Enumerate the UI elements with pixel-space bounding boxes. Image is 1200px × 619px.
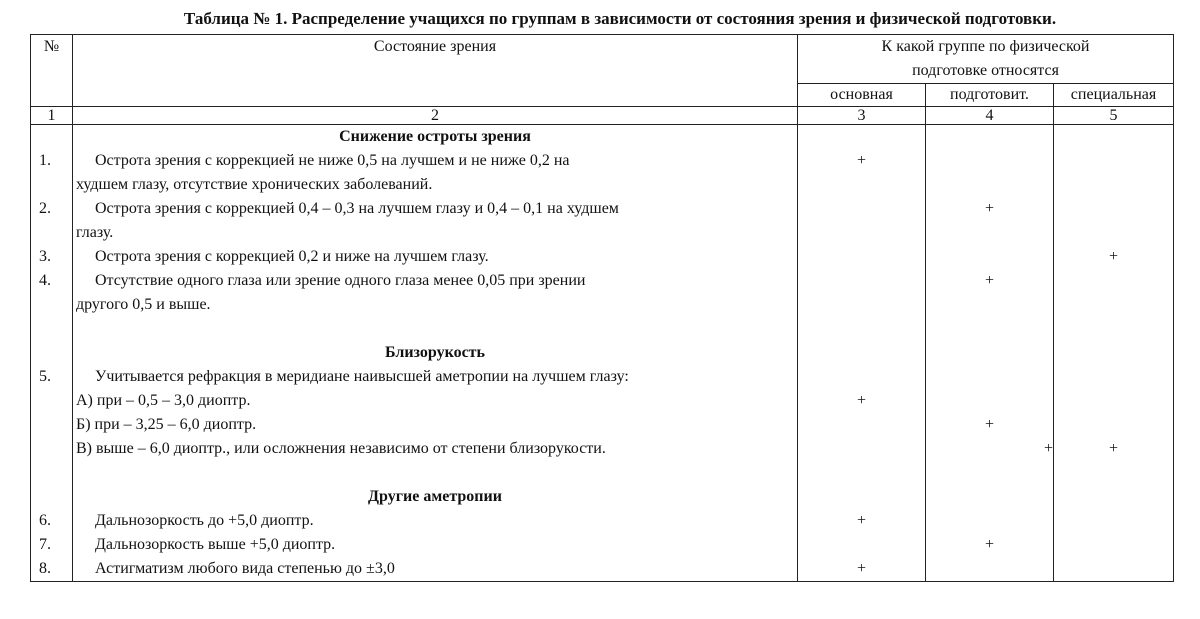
plus-mark: +: [984, 416, 995, 433]
row-num: 5.: [39, 368, 51, 385]
plus-mark: +: [984, 536, 995, 553]
vision-groups-table: [30, 34, 1174, 582]
section-heading: Другие аметропии: [368, 488, 502, 505]
table-body: [31, 125, 1174, 582]
row-text: Острота зрения с коррекцией 0,2 и ниже на лучшем глазу.: [95, 248, 489, 265]
plus-mark: +: [856, 512, 867, 529]
row-num: 8.: [39, 560, 51, 577]
column-numbers-row: [31, 107, 1174, 125]
row-num: 6.: [39, 512, 51, 529]
plus-mark: +: [984, 272, 995, 289]
table-title: Таблица № 1. Распределение учащихся по группам в зависимости от состояния зрения и физической подготовки.: [183, 9, 1057, 28]
colnum-3: 3: [798, 107, 926, 125]
header-group: [798, 35, 1174, 84]
prep-column: [926, 125, 1054, 582]
plus-mark: +: [856, 152, 867, 169]
row-num: 2.: [39, 200, 51, 217]
colnum-4: 4: [926, 107, 1054, 125]
colnum-5: 5: [1054, 107, 1174, 125]
section-heading: Снижение остроты зрения: [339, 128, 531, 145]
plus-mark: +: [1109, 440, 1119, 457]
header-condition: Состояние зрения: [73, 35, 798, 107]
special-column: [1044, 125, 1174, 582]
plus-mark: +: [1044, 440, 1054, 457]
row-text: Дальнозоркость до +5,0 диоптр.: [95, 512, 314, 529]
row-num: 7.: [39, 536, 51, 553]
row-text: худшем глазу, отсутствие хронических заболеваний.: [76, 176, 433, 193]
row-text: Б) при – 3,25 – 6,0 диоптр.: [76, 416, 257, 433]
colnum-1: 1: [31, 107, 73, 125]
header-group-line2: подготовке относятся: [912, 62, 1059, 79]
header-row: [31, 35, 1174, 84]
header-col-basic: основная: [798, 84, 926, 107]
plus-mark: +: [984, 200, 995, 217]
plus-mark: +: [856, 392, 867, 409]
header-group-line1: К какой группе по физической: [881, 38, 1090, 55]
row-text: глазу.: [76, 224, 114, 241]
row-text: Острота зрения с коррекцией не ниже 0,5 на лучшем и не ниже 0,2 на: [95, 152, 570, 169]
row-text: Астигматизм любого вида степенью до ±3,0: [95, 560, 395, 577]
header-num: №: [31, 35, 73, 107]
basic-column: [798, 125, 926, 582]
row-text: В) выше – 6,0 диоптр., или осложнения независимо от степени близорукости.: [76, 440, 606, 457]
num-column: [31, 125, 73, 582]
row-text: Острота зрения с коррекцией 0,4 – 0,3 на лучшем глазу и 0,4 – 0,1 на худшем: [95, 200, 619, 217]
colnum-2: 2: [73, 107, 798, 125]
header-col-special: специальная: [1054, 84, 1174, 107]
row-num: 1.: [39, 152, 51, 169]
section-heading: Близорукость: [384, 344, 485, 361]
plus-mark: +: [1109, 248, 1119, 265]
row-text: А) при – 0,5 – 3,0 диоптр.: [76, 392, 251, 409]
row-num: 3.: [39, 248, 51, 265]
row-text: Учитывается рефракция в меридиане наивысшей аметропии на лучшем глазу:: [95, 368, 629, 385]
row-text: Дальнозоркость выше +5,0 диоптр.: [95, 536, 336, 553]
row-num: 4.: [39, 272, 51, 289]
row-text: другого 0,5 и выше.: [76, 296, 211, 313]
plus-mark: +: [856, 560, 867, 577]
condition-column: [73, 125, 798, 582]
row-text: Отсутствие одного глаза или зрение одного глаза менее 0,05 при зрении: [95, 272, 586, 289]
header-col-prep: подготовит.: [926, 84, 1054, 107]
